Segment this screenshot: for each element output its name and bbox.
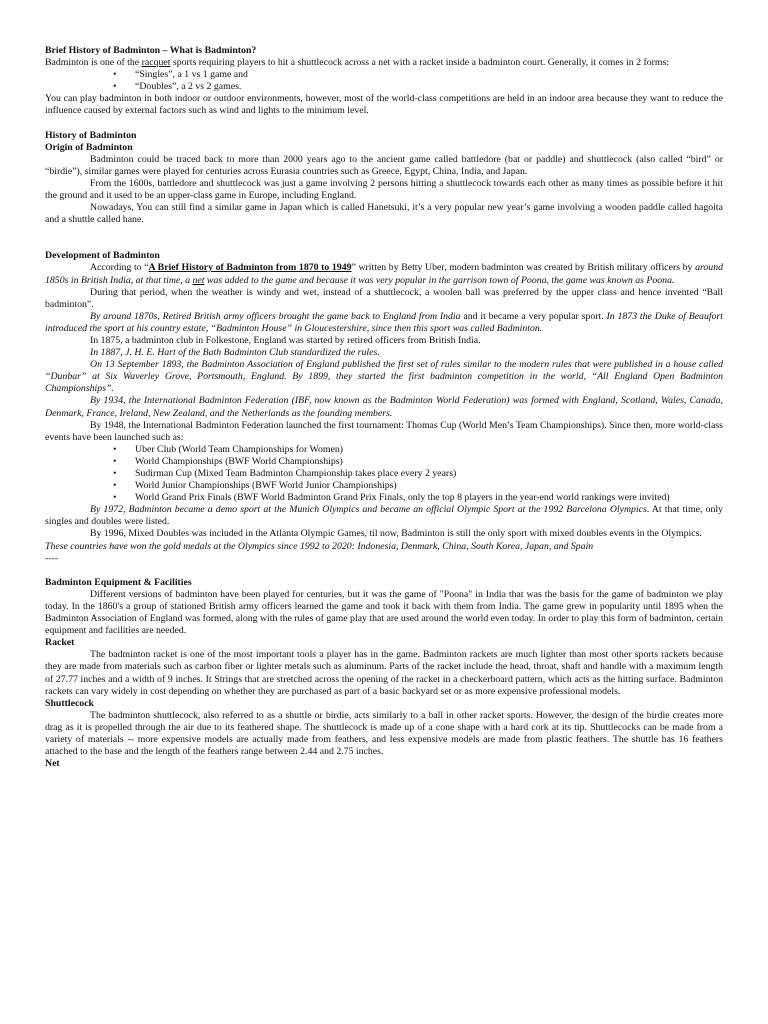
intro-paragraph	[45, 57, 723, 69]
dev-p9-text: . At that time, only singles and doubles were listed.	[45, 504, 723, 528]
development-paragraph-6	[45, 359, 723, 395]
list-item: • Uber Club (World Team Championships for Women)	[135, 444, 723, 456]
dev-text-b: ” written by Betty Uber, modern badminton was created by British military officers by	[351, 262, 696, 274]
origin-paragraph-2: From the 1600s, battledore and shuttlecock was just a game involving 2 persons hitting a shuttlecock towards each other as many times as possible before it hit the ground and it used to be an upper-class game in Europe, including England.	[45, 177, 723, 202]
subsection-title-origin: Origin of Badminton	[45, 141, 133, 153]
dev-p3-text: and it became a very popular sport.	[460, 310, 607, 322]
net-link[interactable]: net	[192, 274, 205, 286]
development-paragraph-2: During that period, when the weather is windy and wet, instead of a shuttlecock, a woolen ball was preferred by the upper class and hence invented “Ball badminton”.	[45, 286, 723, 310]
intro-text-a: Badminton is one of the	[45, 57, 142, 69]
development-paragraph-11	[45, 541, 723, 553]
list-item: • “Singles”, a 1 vs 1 game and	[135, 69, 723, 81]
dev-text-a: According to “	[90, 262, 149, 274]
dev-p11-italic: These countries have won the gold medals at the Olympics since 1992 to 2020: Indonesia, Denmark, China, South Korea, Japan, and Spain	[45, 540, 594, 552]
forms-list	[45, 69, 723, 93]
section-title-equipment: Badminton Equipment & Facilities	[45, 576, 192, 588]
origin-paragraph-3: Nowadays, You can still find a similar game in Japan which is called Hanetsuki, it’s a very popular new year’s game involving a wooden paddle called hagoita and a shuttle called hane.	[45, 202, 723, 226]
environment-paragraph: You can play badminton in both indoor or outdoor environments, however, most of the world-class competitions are held in an indoor area because they want to reduce the influence caused by external factors such as wind and lights to the minimum level.	[45, 93, 723, 117]
subsection-title-shuttlecock: Shuttlecock	[45, 697, 94, 709]
development-paragraph-7	[45, 395, 723, 419]
list-item: • World Grand Prix Finals (BWF World Badminton Grand Prix Finals, only the top 8 players in the year-end world rankings were invited)	[135, 492, 723, 504]
dev-p5-italic: In 1887, J. H. E. Hart of the Bath Badminton Club standardized the rules.	[90, 347, 380, 359]
racquet-link[interactable]: racquet	[141, 57, 171, 69]
dev-italic-2: was added to the game and because it was very popular in the garrison town of Poona, the game was known as Poona.	[204, 274, 675, 286]
document-body	[45, 45, 723, 770]
subsection-title-net: Net	[45, 758, 60, 770]
racket-paragraph: The badminton racket is one of the most important tools a player has in the game. Badminton rackets are much lighter than most other sports rackets because they are made from materials such as carbon fiber or lighter metals such as aluminum. Parts of the racket include the head, throat, shaft and handle with a maximum length of 27.77 inches and a width of 9 inches. It Strings that are stretched across the opening of the racket in a checkerboard pattern, which acts as the hitting surface. Badminton rackets can vary widely in cost depending on whether they are purchased as part of a basic backyard set or as more expensive professional models.	[45, 649, 723, 697]
dev-p9-italic: By 1972, Badminton became a demo sport at the Munich Olympics and became an official Olympic Sport at the 1992 Barcelona Olympics	[90, 504, 647, 516]
section-title-history: History of Badminton	[45, 129, 137, 141]
list-item: • “Doubles”, a 2 vs 2 games.	[135, 81, 723, 93]
section-title-development: Development of Badminton	[45, 250, 160, 262]
development-paragraph-9	[45, 504, 723, 528]
dev-p3-italic-b: In 1873 the Duke of Beaufort introduced the sport at his country estate, “Badminton House” in Gloucestershire, since then this sport was called Badminton.	[45, 310, 723, 334]
section-title-what-is-badminton: Brief History of Badminton – What is Badminton?	[45, 45, 257, 56]
development-paragraph-10: By 1996, Mixed Doubles was included in the Atlanta Olympic Games, til now, Badminton is still the only sport with mixed doubles events in the Olympics.	[90, 528, 702, 540]
development-paragraph-5	[45, 347, 723, 359]
origin-paragraph-1: Badminton could be traced back to more than 2000 years ago to the ancient game called battledore (bat or paddle) and shuttlecock (also called “bird” or “birdie”), similar games were played for centuries across Eurasia countries such as Greece, Egypt, China, India, and Japan.	[45, 153, 723, 177]
shuttlecock-paragraph: The badminton shuttlecock, also referred to as a shuttle or birdie, acts similarly to a ball in other racket sports. However, the design of the birdie creates more drag as it is propelled through the air due to its feathered shape. The shuttlecock is made up of a cone shape with a hard cork at its tip. Shuttlecocks can be made from a variety of materials -- more expensive models are actually made from feathers, and less expensive models are made from plastic feathers. The shuttle has 16 feathers attached to the base and the length of the feathers range between 2.44 and 2.75 inches.	[45, 709, 723, 758]
development-paragraph-1	[45, 262, 723, 286]
list-item: • World Junior Championships (BWF World Junior Championships)	[135, 480, 723, 492]
dev-p3-italic-a: By around 1870s, Retired British army officers brought the game back to England from India	[90, 310, 461, 322]
dev-italic-1: around 1850s in British India, at that time, a	[45, 262, 724, 286]
list-item: • Sudirman Cup (Mixed Team Badminton Championship takes place every 2 years)	[135, 468, 723, 480]
separator-line: ----	[45, 552, 59, 564]
development-paragraph-3	[45, 311, 723, 335]
equipment-paragraph: Different versions of badminton have been played for centuries, but it was the game of "Poona" in India that was the basis for the game of badminton we play today. In the 1860's a group of stationed British army officers learned the game and took it back with them from India. The game grew in popularity until 1895 when the Badminton Association of England was formed, along with the rules of game play that are used around the world even today. In order to play this form of badminton, certain equipment and facilities are needed.	[45, 588, 723, 637]
development-paragraph-4: In 1875, a badminton club in Folkestone, England was started by retired officers from British India.	[90, 334, 481, 346]
dev-p7-italic: By 1934, the International Badminton Federation (IBF, now known as the Badminton World Federation) was formed with England, Scotland, Wales, Canada, Denmark, France, Ireland, New Zealand, and the Netherlands as the founding members.	[45, 395, 723, 419]
brief-history-link[interactable]: A Brief History of Badminton from 1870 to 1949	[148, 262, 352, 274]
dev-p6-italic: On 13 September 1893, the Badminton Association of England published the first set of rules similar to the modern rules that were published in a house called “Dunbar” at Six Waverley Grove, Portsmouth, England. By 1899, they started the first badminton competition in the world, “All England Open Badminton Championships”.	[45, 359, 723, 395]
subsection-title-racket: Racket	[45, 637, 75, 649]
list-item: • World Championships (BWF World Championships)	[135, 456, 723, 468]
intro-text-b: sports requiring players to hit a shuttlecock across a net with a racket inside a badminton court. Generally, it comes in 2 forms:	[170, 57, 670, 69]
events-list	[45, 444, 723, 504]
development-paragraph-8: By 1948, the International Badminton Federation launched the first tournament: Thomas Cup (World Men’s Team Championships). Since then, more world-class events have been launched such as:	[45, 419, 723, 443]
